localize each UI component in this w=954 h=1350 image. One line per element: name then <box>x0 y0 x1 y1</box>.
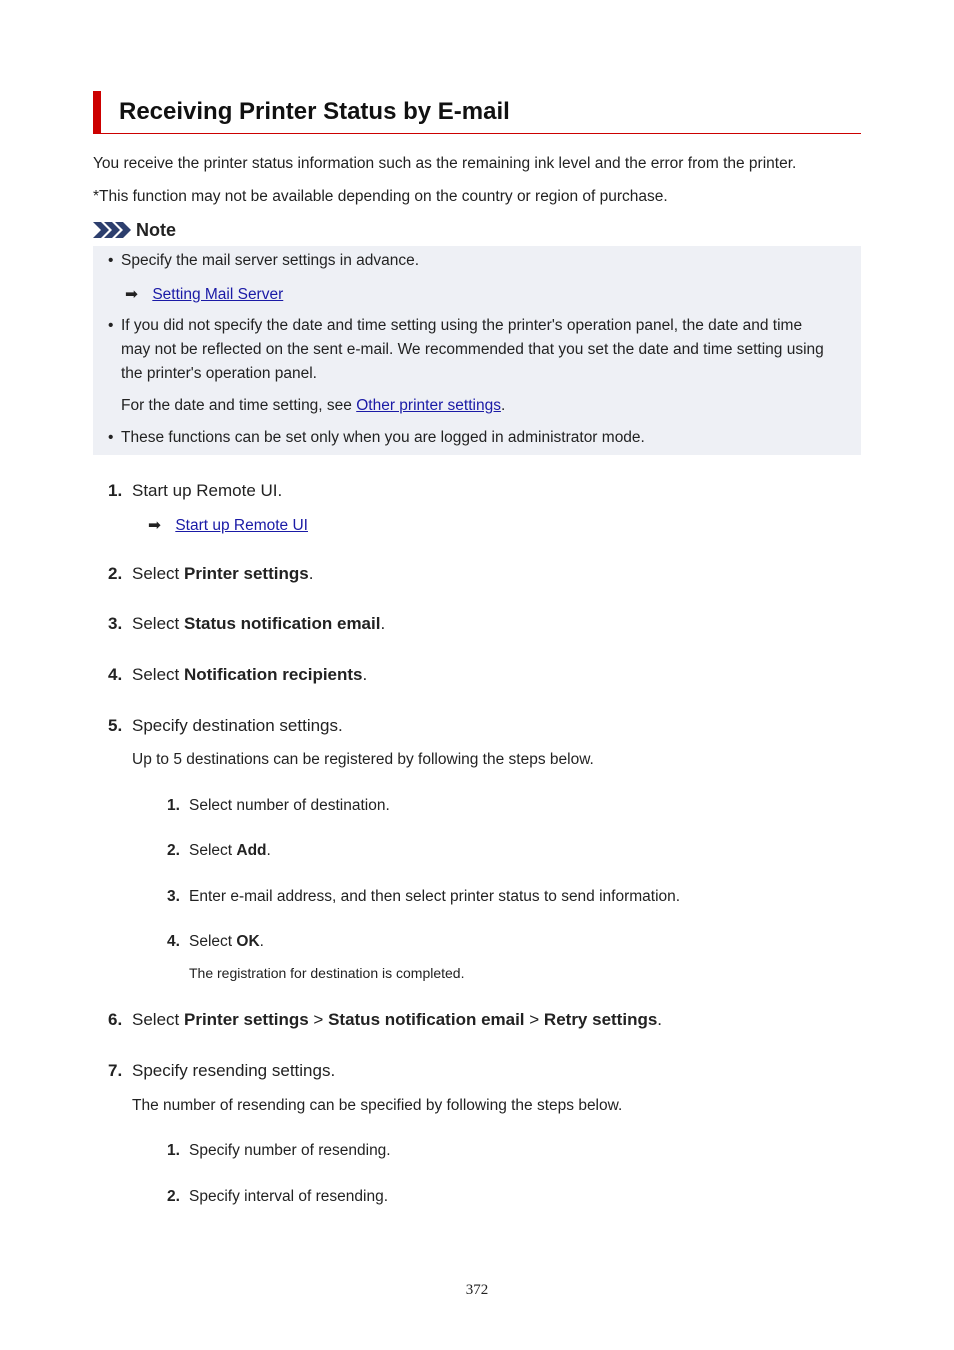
ui-term: Retry settings <box>543 1010 658 1029</box>
setting-mail-server-link[interactable]: Setting Mail Server <box>152 286 284 303</box>
note-bullet-3: • <box>108 429 114 446</box>
intro-text: You receive the printer status information such as the remaining ink level and the error from the printer. <box>93 155 797 172</box>
step-punct: . <box>380 614 386 633</box>
title-accent-bar <box>93 91 101 134</box>
substep-text: Select number of destination. <box>189 797 390 814</box>
substep-text: Select <box>189 842 237 859</box>
substep-5-3 <box>167 888 680 906</box>
step-punct: . <box>362 665 368 684</box>
note-date-time-para <box>121 397 505 415</box>
ui-term: OK <box>236 933 260 950</box>
step-number: 2. <box>108 564 123 583</box>
note-chevrons-icon <box>93 222 131 243</box>
step-punct: . <box>657 1010 663 1029</box>
substep-number: 3. <box>167 888 180 905</box>
step-text: Start up Remote UI. <box>132 481 283 500</box>
path-separator: > <box>524 1010 544 1029</box>
step-7-description: The number of resending can be specified by following the steps below. <box>132 1097 623 1114</box>
step-text: Select <box>132 665 184 684</box>
page-title: Receiving Printer Status by E-mail <box>119 98 510 125</box>
substep-5-4-note: The registration for destination is completed. <box>189 965 465 981</box>
note-link-row-1 <box>125 285 283 304</box>
step-6 <box>108 1010 662 1030</box>
step-7 <box>108 1061 335 1081</box>
step-text: Specify destination settings. <box>132 716 343 735</box>
note-bullet-1: • <box>108 252 114 269</box>
note-item-2-line-3: the printer's operation panel. <box>121 365 317 382</box>
substep-punct: . <box>266 842 271 859</box>
ui-term: Add <box>236 842 267 859</box>
note-item-1: Specify the mail server settings in advance. <box>121 252 420 269</box>
title-underline <box>101 133 861 134</box>
substep-punct: . <box>259 933 264 950</box>
step-number: 6. <box>108 1010 123 1029</box>
substep-5-1 <box>167 797 390 815</box>
step-5-description: Up to 5 destinations can be registered by following the steps below. <box>132 751 594 768</box>
step-3 <box>108 614 385 634</box>
step-1 <box>108 481 282 501</box>
substep-text: Specify interval of resending. <box>189 1188 389 1205</box>
note-item-3: These functions can be set only when you are logged in administrator mode. <box>121 429 645 446</box>
arrow-right-icon: ➡ <box>148 517 161 534</box>
substep-number: 4. <box>167 933 180 950</box>
note-para-prefix: For the date and time setting, see <box>121 397 357 414</box>
arrow-right-icon: ➡ <box>125 286 138 303</box>
ui-term: Status notification email <box>328 1010 525 1029</box>
step-number: 5. <box>108 716 123 735</box>
substep-number: 1. <box>167 1142 180 1159</box>
substep-5-4 <box>167 933 264 951</box>
note-para-suffix: . <box>500 397 506 414</box>
step-5 <box>108 716 343 736</box>
ui-term: Status notification email <box>183 614 381 633</box>
substep-text: Select <box>189 933 237 950</box>
ui-term: Notification recipients <box>183 665 363 684</box>
step-number: 3. <box>108 614 123 633</box>
step-number: 4. <box>108 665 123 684</box>
substep-text: Enter e-mail address, and then select printer status to send information. <box>189 888 681 905</box>
substep-number: 2. <box>167 1188 180 1205</box>
ui-term: Printer settings <box>183 564 309 583</box>
step-2 <box>108 564 313 584</box>
note-bullet-2: • <box>108 317 114 334</box>
step-number: 7. <box>108 1061 123 1080</box>
substep-number: 2. <box>167 842 180 859</box>
step-punct: . <box>308 564 314 583</box>
path-separator: > <box>308 1010 329 1029</box>
step-number: 1. <box>108 481 123 500</box>
step-text: Specify resending settings. <box>132 1061 336 1080</box>
substep-5-2 <box>167 842 271 860</box>
other-printer-settings-link[interactable]: Other printer settings <box>356 397 501 414</box>
note-label: Note <box>136 220 176 240</box>
step-text: Select <box>132 614 184 633</box>
note-item-2-line-2: may not be reflected on the sent e-mail. We recommended that you set the date and time setting using <box>121 341 824 358</box>
ui-term: Printer settings <box>183 1010 309 1029</box>
page-number: 372 <box>465 1282 489 1298</box>
step-4 <box>108 665 367 685</box>
step-text: Select <box>132 564 184 583</box>
step-text: Select <box>132 1010 184 1029</box>
substep-7-1 <box>167 1142 391 1160</box>
substep-7-2 <box>167 1188 388 1206</box>
note-item-2-line-1: If you did not specify the date and time setting using the printer's operation panel, the date and time <box>121 317 803 334</box>
step-1-link-row <box>148 516 308 535</box>
substep-number: 1. <box>167 797 180 814</box>
substep-text: Specify number of resending. <box>189 1142 391 1159</box>
start-up-remote-ui-link[interactable]: Start up Remote UI <box>175 517 308 534</box>
availability-note: *This function may not be available depending on the country or region of purchase. <box>93 188 668 205</box>
